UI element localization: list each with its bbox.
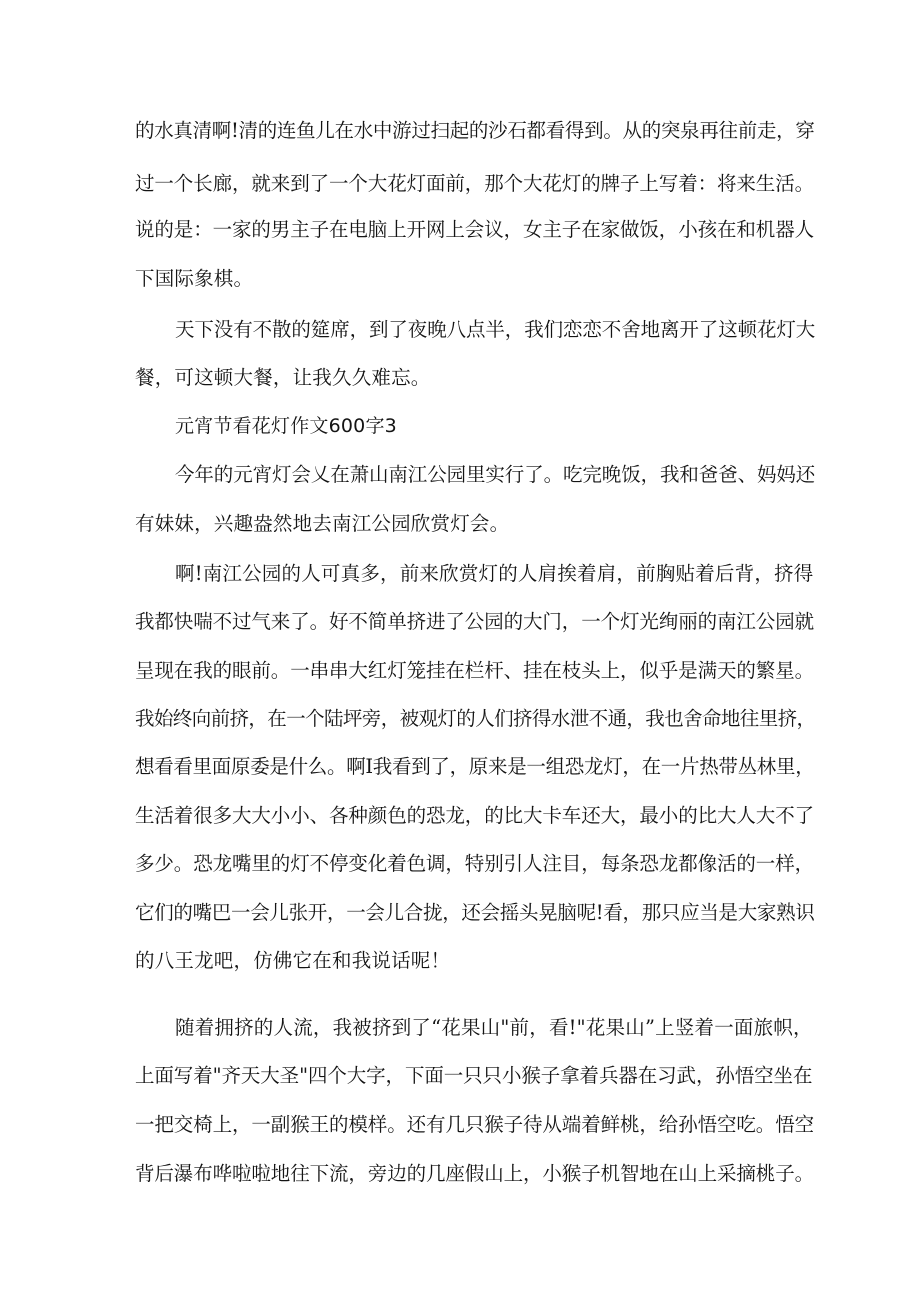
- paragraph-first-line: 随着拥挤的人流，我被挤到了“花果山"前，看!"花果山”上竖着一面旅帜，: [175, 1016, 813, 1039]
- paragraph-first-line: 啊!南江公园的人可真多，前来欣赏灯的人肩挨着肩，前胸贴着后背，挤得: [175, 562, 814, 585]
- body-text-line: 的水真清啊!清的连鱼儿在水中游过扫起的沙石都看得到。从的突泉再往前走，穿: [135, 119, 815, 142]
- body-text-line: 背后瀑布哗啦啦地往下流，旁边的几座假山上，小猴子机智地在山上采摘桃子。: [135, 1162, 815, 1185]
- body-text-line: 想看看里面原委是什么。啊I我看到了，原来是一组恐龙灯，在一片热带丛林里，: [135, 755, 815, 778]
- body-text-line: 过一个长廊，就来到了一个大花灯面前，那个大花灯的牌子上写着：将来生活。: [135, 172, 815, 195]
- body-text-line: 餐，可这顿大餐，让我久久难忘。: [135, 366, 431, 389]
- body-text-line: 的八王龙吧，仿佛它在和我说话呢！: [135, 949, 451, 972]
- body-text-line: 说的是：一家的男主子在电脑上开网上会议，女主子在家做饭，小孩在和机器人: [135, 218, 815, 241]
- paragraph-first-line: 天下没有不散的筵席，到了夜晚八点半，我们恋恋不舍地离开了这顿花灯大: [175, 318, 816, 341]
- body-text-line: 有妹妹，兴趣盎然地去南江公园欣赏灯会。: [135, 512, 510, 535]
- body-text-line: 下国际象棋。: [135, 267, 254, 290]
- body-text-line: 多少。恐龙嘴里的灯不停变化着色调，特别引人注目，每条恐龙都像活的一样，: [135, 852, 815, 875]
- body-text-line: 生活着很多大大小小、各种颜色的恐龙，的比大卡车还大，最小的比大人大不了: [135, 804, 815, 827]
- body-text-line: 上面写着"齐天大圣"四个大字，下面一只只小猴子拿着兵器在习武，孙悟空坐在: [135, 1064, 813, 1087]
- paragraph-first-line: 今年的元宵灯会乂在萧山南江公园里实行了。吃完晚饭，我和爸爸、妈妈还: [175, 463, 816, 486]
- body-text-line: 我都快喘不过气来了。好不简单挤进了公园的大门，一个灯光绚丽的南江公园就: [135, 610, 815, 633]
- section-heading: 元宵节看花灯作文600字3: [175, 415, 397, 437]
- body-text-line: 一把交椅上，一副猴王的模样。还有几只猴子待从端着鲜桃，给孙悟空吃。悟空: [135, 1113, 815, 1136]
- body-text-line: 我始终向前挤，在一个陆坪旁，被观灯的人们挤得水泄不通，我也舍命地往里挤，: [135, 707, 816, 730]
- body-text-line: 它们的嘴巴一会儿张开，一会儿合拢，还会摇头晃脑呢!看，那只应当是大家熟识: [135, 901, 815, 924]
- body-text-line: 呈现在我的眼前。一串串大红灯笼挂在栏杆、挂在枝头上，似乎是满天的繁星。: [135, 659, 815, 682]
